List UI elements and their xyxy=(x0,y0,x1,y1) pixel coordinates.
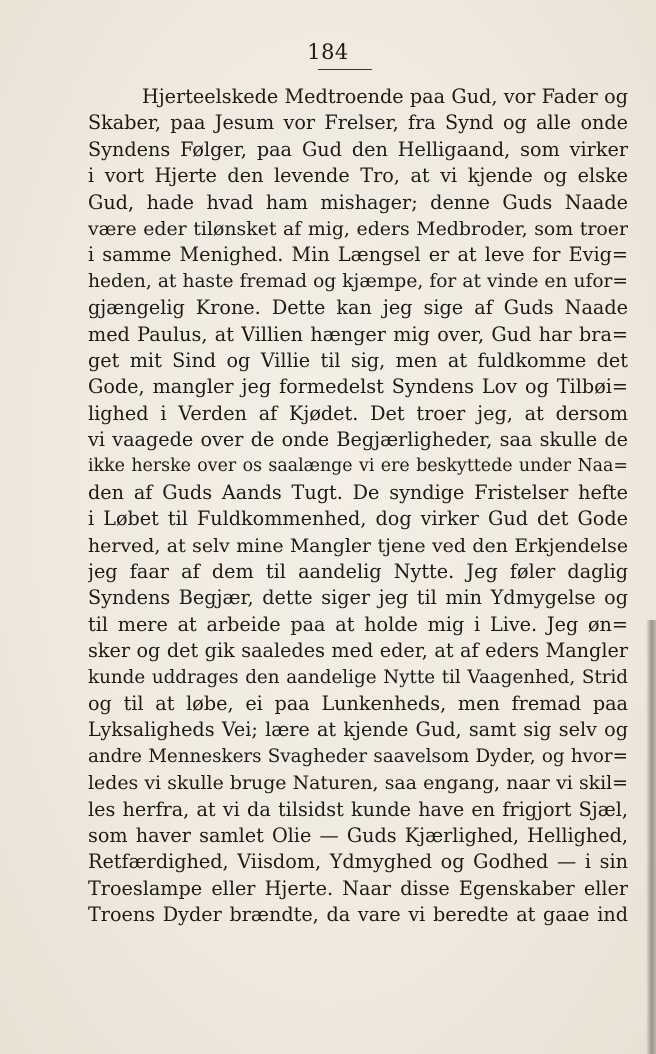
text-line: Retfærdighed, Viisdom, Ydmyghed og Godhed — i sin xyxy=(88,850,628,874)
text-line: Syndens Begjær, dette siger jeg til min Ydmygelse og xyxy=(88,586,628,610)
page-edge-shadow xyxy=(646,620,656,1054)
page-number: 184 xyxy=(307,40,349,64)
text-line: Gode, mangler jeg formedelst Syndens Lov og Tilbøi= xyxy=(88,375,628,399)
text-line: Skaber, paa Jesum vor Frelser, fra Synd og alle onde xyxy=(88,111,628,135)
text-line: Hjerteelskede Medtroende paa Gud, vor Fader og xyxy=(142,85,628,108)
text-line: les herfra, at vi da tilsidst kunde have en frigjort Sjæl, xyxy=(88,797,628,821)
text-line: ikke herske over os saalænge vi ere beskyttede under Naa= xyxy=(88,456,628,477)
text-line: herved, at selv mine Mangler tjene ved den Erkjendelse xyxy=(88,534,628,557)
header-rule xyxy=(318,69,372,70)
text-line: kunde uddrages den aandelige Nytte til Vaagenhed, Strid xyxy=(88,666,628,688)
text-line: Troeslampe eller Hjerte. Naar disse Egenskaber eller xyxy=(88,876,628,900)
text-line: Syndens Følger, paa Gud den Helligaand, som virker xyxy=(88,137,628,161)
text-line: i vort Hjerte den levende Tro, at vi kjende og elske xyxy=(88,164,628,188)
text-line: andre Menneskers Svagheder saavelsom Dyder, og hvor= xyxy=(88,745,628,767)
text-line: heden, at haste fremad og kjæmpe, for at vinde en ufor= xyxy=(88,270,628,292)
text-line: i Løbet til Fuldkommenhed, dog virker Gud det Gode xyxy=(88,507,628,531)
text-line: lighed i Verden af Kjødet. Det troer jeg, at dersom xyxy=(88,401,628,425)
text-line: vi vaagede over de onde Begjærligheder, saa skulle de xyxy=(88,428,628,452)
text-line: sker og det gik saaledes med eder, at af eders Mangler xyxy=(88,639,628,663)
text-line: jeg faar af dem til aandelig Nytte. Jeg føler daglig xyxy=(88,560,628,584)
text-line: til mere at arbeide paa at holde mig i Live. Jeg øn= xyxy=(88,612,628,636)
text-line: Troens Dyder brændte, da vare vi beredte at gaae ind xyxy=(88,903,628,927)
text-line: gjængelig Krone. Dette kan jeg sige af Guds Naade xyxy=(88,296,628,320)
text-line: Gud, hade hvad ham mishager; denne Guds Naade xyxy=(88,190,628,214)
text-line: som haver samlet Olie — Guds Kjærlighed, Hellighed, xyxy=(88,823,628,847)
text-line: med Paulus, at Villien hænger mig over, Gud har bra= xyxy=(88,322,628,346)
body-text xyxy=(88,84,628,929)
text-line: get mit Sind og Villie til sig, men at fuldkomme det xyxy=(88,348,628,372)
text-line: være eder tilønsket af mig, eders Medbroder, som troer xyxy=(88,217,628,240)
text-line: og til at løbe, ei paa Lunkenheds, men fremad paa xyxy=(88,691,628,715)
text-line: Lyksaligheds Vei; lære at kjende Gud, samt sig selv og xyxy=(88,718,628,742)
text-line: i samme Menighed. Min Længsel er at leve for Evig= xyxy=(88,243,628,267)
text-line: ledes vi skulle bruge Naturen, saa engang, naar vi skil= xyxy=(88,772,628,795)
text-line: den af Guds Aands Tugt. De syndige Fristelser hefte xyxy=(88,480,628,504)
